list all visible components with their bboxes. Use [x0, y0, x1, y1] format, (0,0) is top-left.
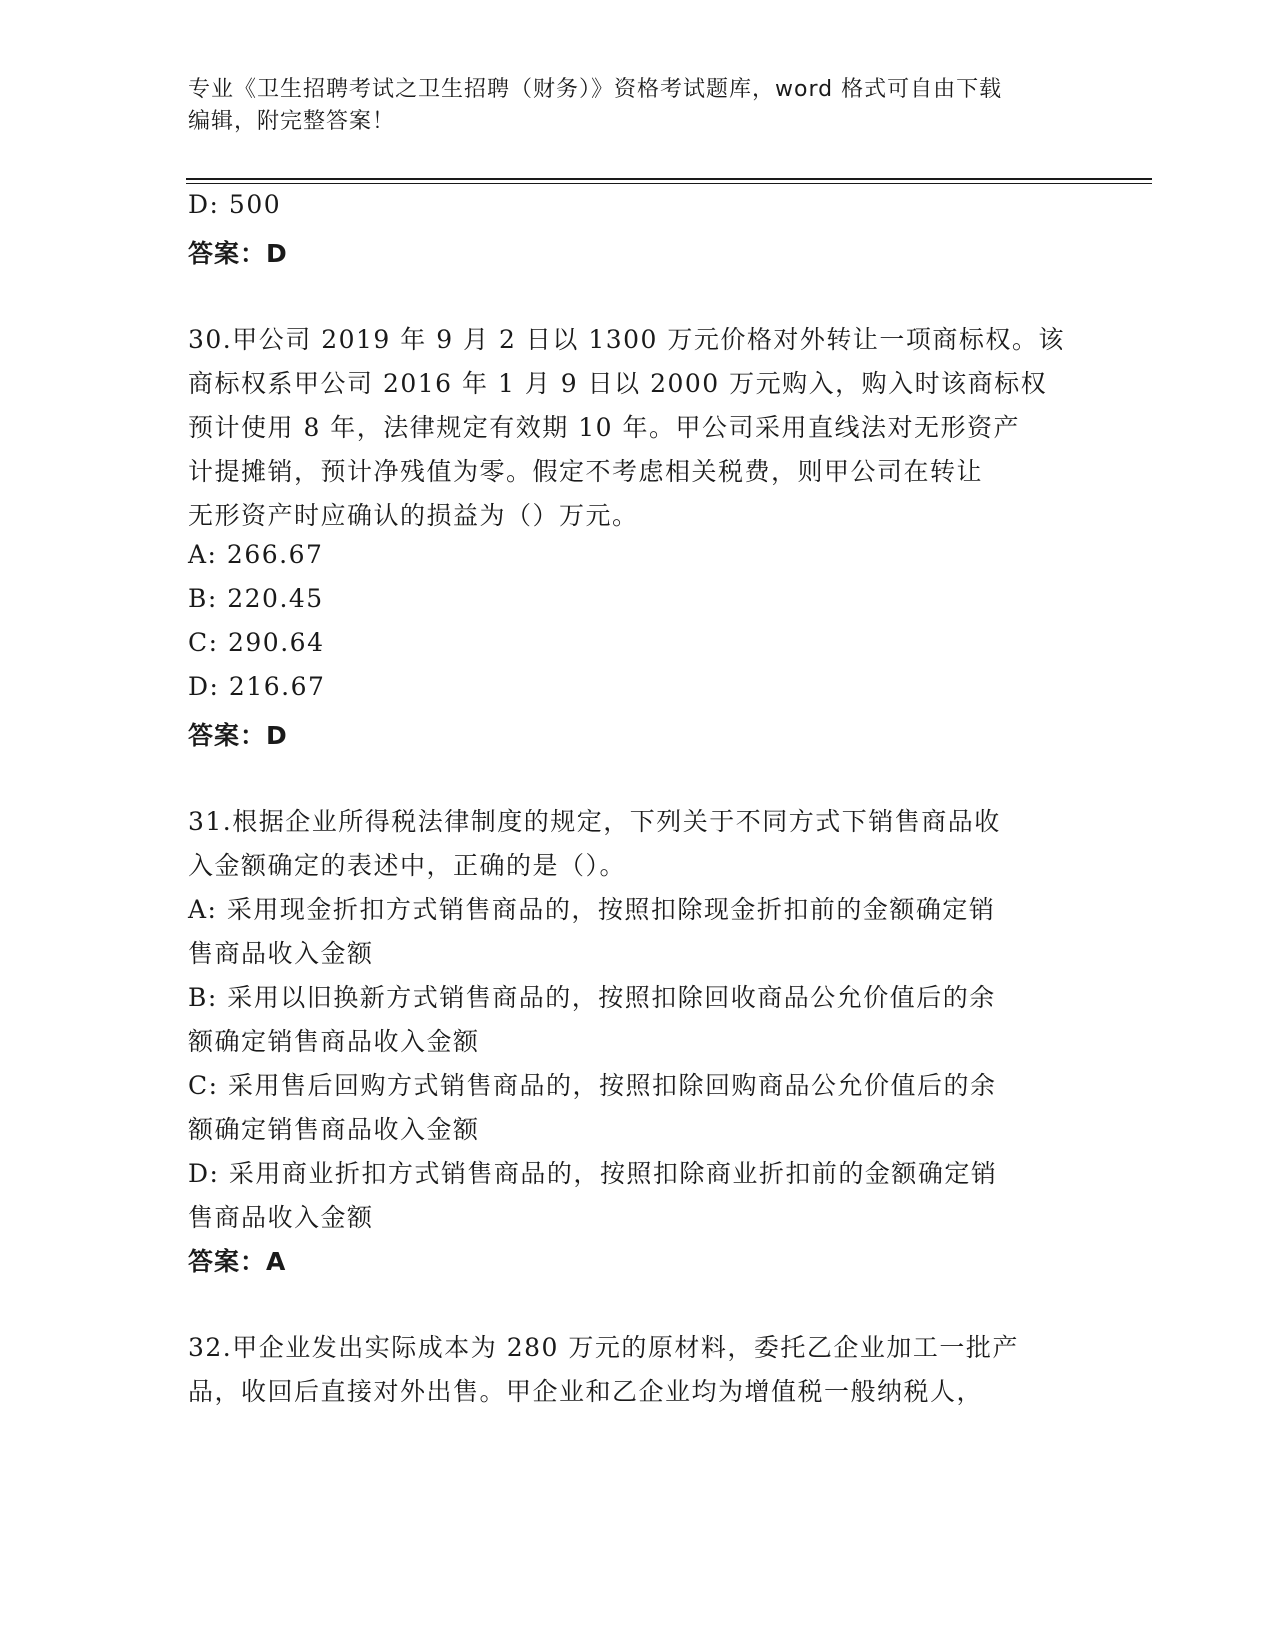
question-text: 无形资产时应确认的损益为（）万元。	[188, 501, 639, 530]
option-a-cont: 售商品收入金额	[188, 939, 374, 968]
option-a: A: 266.67	[188, 540, 324, 569]
question-text: 30.甲公司 2019 年 9 月 2 日以 1300 万元价格对外转让一项商标权。该	[188, 325, 1065, 354]
option-b: B: 220.45	[188, 584, 324, 613]
question-text: 31.根据企业所得税法律制度的规定，下列关于不同方式下销售商品收	[188, 807, 1001, 836]
question-text: 品，收回后直接对外出售。甲企业和乙企业均为增值税一般纳税人，	[188, 1377, 984, 1406]
answer: 答案：D	[188, 239, 288, 268]
header-line: 编辑，附完整答案！	[188, 109, 396, 134]
question-text: 预计使用 8 年，法律规定有效期 10 年。甲公司采用直线法对无形资产	[188, 413, 1021, 442]
question-text: 入金额确定的表述中，正确的是（）。	[188, 851, 627, 880]
answer: 答案：D	[188, 721, 288, 750]
option-d: D: 采用商业折扣方式销售商品的，按照扣除商业折扣前的金额确定销	[188, 1159, 998, 1188]
option-c-cont: 额确定销售商品收入金额	[188, 1115, 480, 1144]
question-text: 计提摊销，预计净残值为零。假定不考虑相关税费，则甲公司在转让	[188, 457, 984, 486]
option-d-cont: 售商品收入金额	[188, 1203, 374, 1232]
answer: 答案：A	[188, 1247, 287, 1276]
option-c: C: 290.64	[188, 628, 325, 657]
option-d: D: 500	[188, 190, 282, 219]
option-b: B: 采用以旧换新方式销售商品的，按照扣除回收商品公允价值后的余	[188, 983, 996, 1012]
option-b-cont: 额确定销售商品收入金额	[188, 1027, 480, 1056]
option-c: C: 采用售后回购方式销售商品的，按照扣除回购商品公允价值后的余	[188, 1071, 997, 1100]
option-a: A: 采用现金折扣方式销售商品的，按照扣除现金折扣前的金额确定销	[188, 895, 996, 924]
option-d: D: 216.67	[188, 672, 326, 701]
question-text: 商标权系甲公司 2016 年 1 月 9 日以 2000 万元购入，购入时该商标权	[188, 369, 1048, 398]
header-line: 专业《卫生招聘考试之卫生招聘（财务）》资格考试题库，word 格式可自由下载	[188, 77, 1003, 102]
document-body	[188, 0, 1088, 1650]
question-text: 32.甲企业发出实际成本为 280 万元的原材料，委托乙企业加工一批产	[188, 1333, 1019, 1362]
